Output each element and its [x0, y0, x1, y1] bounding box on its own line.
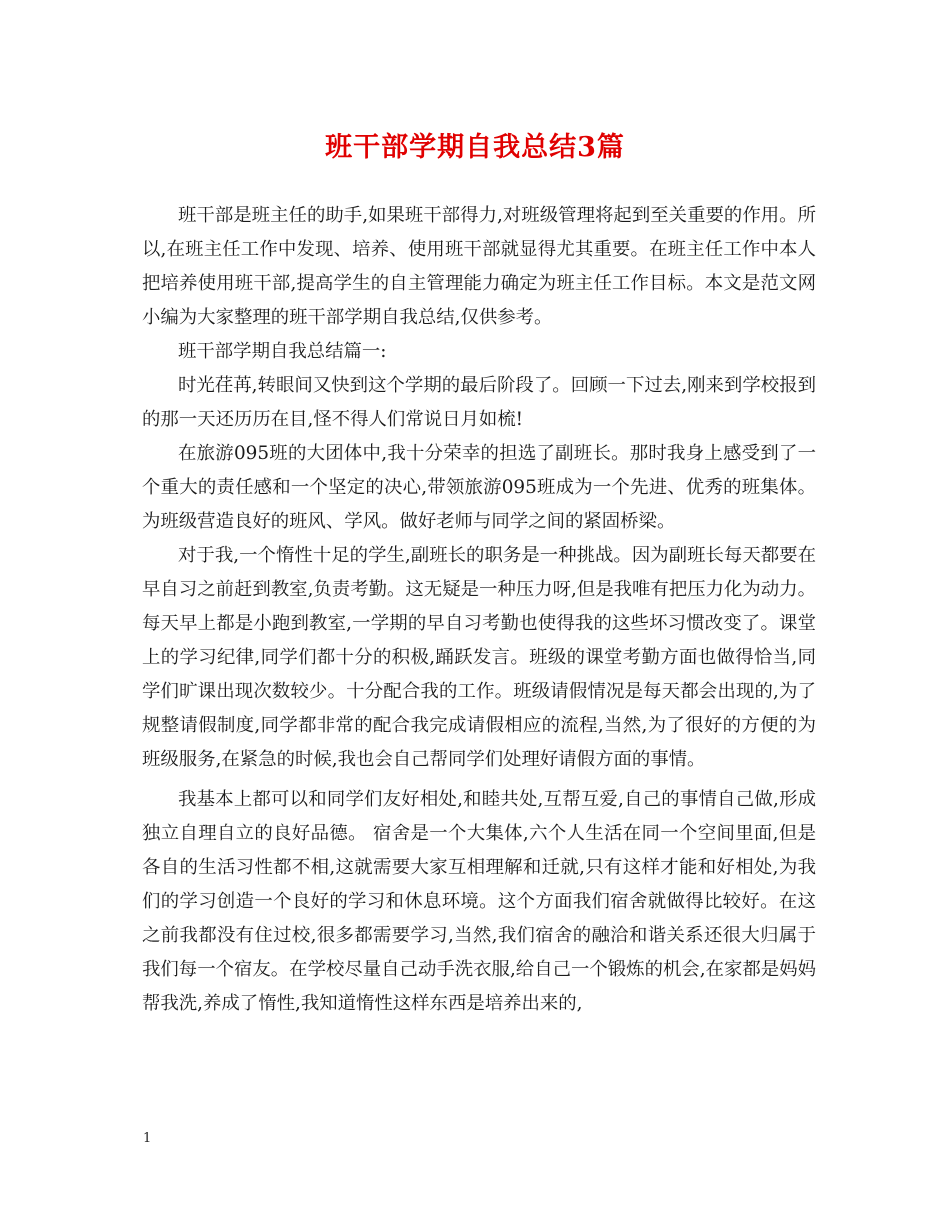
paragraph-2: 在旅游095班的大团体中,我十分荣幸的担选了副班长。那时我身上感受到了一个重大的责任感和一个坚定的决心,带领旅游095班成为一个先进、优秀的班集体。为班级营造良好的班风、学风。做好老师与同学之间的紧固桥梁。: [142, 443, 816, 532]
paragraph-3: 对于我,一个惰性十足的学生,副班长的职务是一种挑战。因为副班长每天都要在早自习之前赶到教室,负责考勤。这无疑是一种压力呀,但是我唯有把压力化为动力。每天早上都是小跑到教室,一学期的早自习考勤也使得我的这些坏习惯改变了。课堂上的学习纪律,同学们都十分的积极,踊跃发言。班级的课堂考勤方面也做得恰当,同学们旷课出现次数较少。十分配合我的工作。班级请假情况是每天都会出现的,为了规整请假制度,同学都非常的配合我完成请假相应的流程,当然,为了很好的方便的为班级服务,在紧急的时候,我也会自己帮同学们处理好请假方面的事情。: [142, 545, 816, 770]
page-number: 1: [143, 1131, 152, 1146]
paragraph-1: 时光荏苒,转眼间又快到这个学期的最后阶段了。回顾一下过去,刚来到学校报到的那一天还历历在目,怪不得人们常说日月如梳!: [142, 375, 816, 430]
document-title: 班干部学期自我总结3篇: [325, 132, 625, 163]
paragraph-4: 我基本上都可以和同学们友好相处,和睦共处,互帮互爱,自己的事情自己做,形成独立自理自立的良好品德。 宿舍是一个大集体,六个人生活在同一个空间里面,但是各自的生活习性都不相,这就需要大家互相理解和迁就,只有这样才能和好相处,为我们的学习创造一个良好的学习和休息环境。这个方面我们宿舍就做得比较好。在这之前我都没有住过校,很多都需要学习,当然,我们宿舍的融洽和谐关系还很大归属于我们每一个宿友。在学校尽量自己动手洗衣服,给自己一个锻炼的机会,在家都是妈妈帮我洗,养成了惰性,我知道惰性这样东西是培养出来的,: [142, 789, 816, 1014]
paragraph-section-heading: 班干部学期自我总结篇一:: [178, 341, 387, 362]
document-body: [142, 199, 816, 1021]
paragraph-intro: 班干部是班主任的助手,如果班干部得力,对班级管理将起到至关重要的作用。所以,在班主任工作中发现、培养、使用班干部就显得尤其重要。在班主任工作中本人把培养使用班干部,提高学生的自主管理能力确定为班主任工作目标。本文是范文网小编为大家整理的班干部学期自我总结,仅供参考。: [142, 205, 816, 328]
